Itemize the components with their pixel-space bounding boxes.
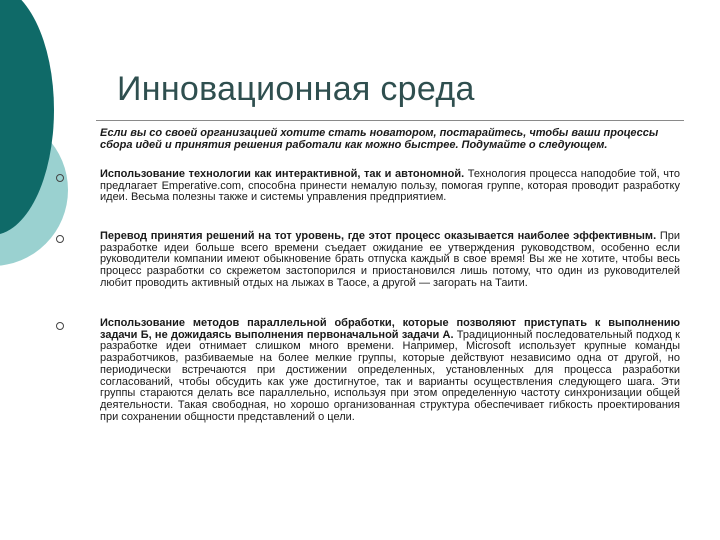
- bullet-icon: [56, 322, 64, 330]
- item-text: Традиционный последовательный подход к разработке идеи отнимает слишком много времени. Например, Microsoft использует крупные команды разработчиков, разбиваемые на более мелкие группы, которые действуют независимо одна от другой, но периодически встречаются при достижении определенных, установленных для процесса разработки согласований, чтобы обсудить как уже достигнутое, так и варианты осуществления следующего шага. Эти группы стараются делать все параллельно, используя при этом определенную частоту синхронизации общей деятельности. Такая свободная, но хорошо организованная структура обеспечивает гибкость проектирования при сохранении общности представлений о цели.: [100, 328, 680, 423]
- item-text: При разработке идеи больше всего времени съедает ожидание ее утверждения руководством, особенно если руководители компании имеют обыкновение брать отпуска каждый в свое время! Вы же не хотите, чтобы весь процесс разработки со скрежетом застопорился и приостановился лишь потому, что один из руководителей любит проводить активный отдых на лыжах в Таосе, а другой — загорать на Таити.: [100, 230, 680, 289]
- title-divider: [96, 120, 684, 121]
- intro-text: Если вы со своей организацией хотите стать новатором, постарайтесь, чтобы ваши процессы сбора идей и принятия решения работали как можно быстрее. Подумайте о следующем.: [100, 127, 659, 151]
- bullet-icon: [56, 174, 64, 182]
- list-item: [100, 169, 680, 204]
- page-title: Инновационная среда: [117, 70, 475, 108]
- list-item: [100, 318, 680, 423]
- bullet-icon: [56, 235, 64, 243]
- item-heading: Использование методов параллельной обработки, которые позволяют приступать к выполнению задачи Б, не дожидаясь выполнения первоначальной задачи А.: [100, 317, 680, 341]
- item-heading: Использование технологии как интерактивной, так и автономной.: [100, 168, 465, 180]
- item-heading: Перевод принятия решений на тот уровень, где этот процесс оказывается наиболее эффективным.: [100, 230, 657, 242]
- item-text: Технология процесса наподобие той, что предлагает Emperative.com, способна принести немалую пользу, помогая группе, которая проводит разработку идеи. Весьма полезны также и системы управления предприятием.: [100, 168, 680, 204]
- list-item: [100, 231, 680, 290]
